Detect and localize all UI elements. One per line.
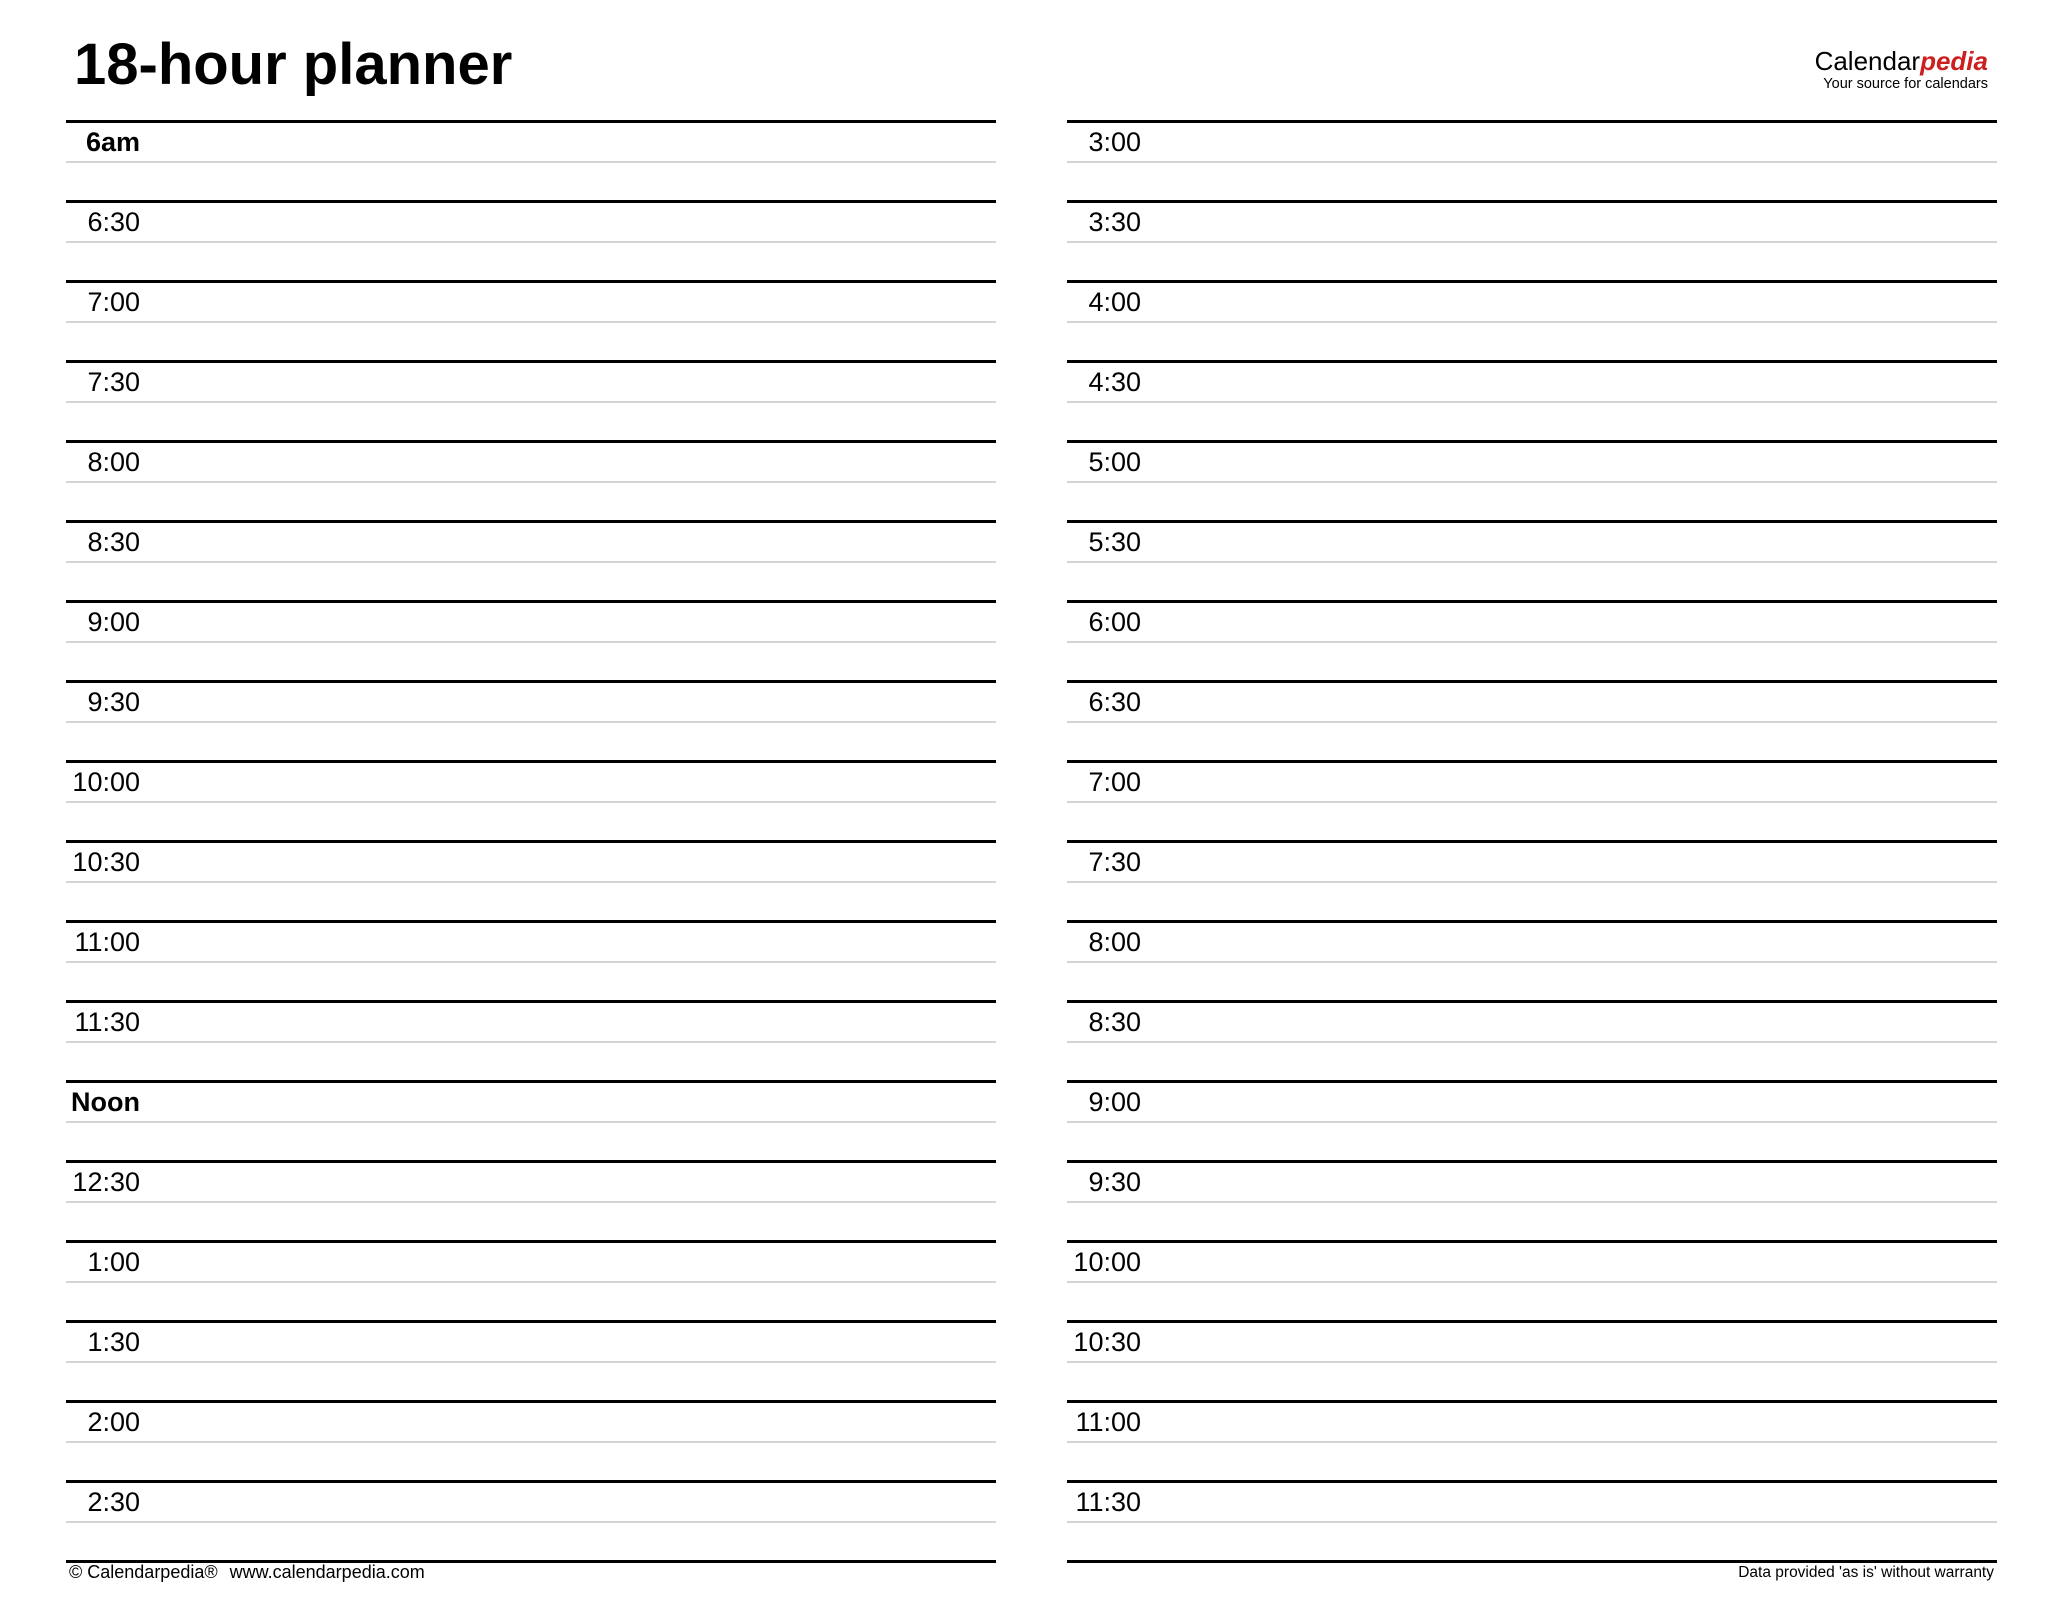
half-slot-divider bbox=[1067, 161, 1997, 163]
hour-divider bbox=[1067, 200, 1997, 203]
time-slot[interactable] bbox=[1067, 840, 1997, 920]
time-label: 1:30 bbox=[87, 1327, 140, 1357]
half-slot-divider bbox=[1067, 881, 1997, 883]
hour-divider bbox=[66, 680, 996, 683]
footer-website-link[interactable]: www.calendarpedia.com bbox=[229, 1562, 425, 1582]
time-slot[interactable] bbox=[1067, 280, 1997, 360]
time-label: 7:30 bbox=[1088, 847, 1141, 877]
half-slot-divider bbox=[66, 1121, 996, 1123]
time-slot[interactable] bbox=[1067, 1240, 1997, 1320]
half-slot-divider bbox=[66, 1361, 996, 1363]
half-slot-divider bbox=[66, 801, 996, 803]
half-slot-divider bbox=[1067, 1121, 1997, 1123]
half-slot-divider bbox=[1067, 641, 1997, 643]
brand-name-accent: pedia bbox=[1920, 46, 1988, 76]
hour-divider bbox=[1067, 280, 1997, 283]
time-slot[interactable] bbox=[66, 840, 996, 920]
hour-divider bbox=[1067, 600, 1997, 603]
time-label: 9:00 bbox=[87, 607, 140, 637]
time-slot[interactable] bbox=[66, 1160, 996, 1240]
time-label: 3:30 bbox=[1088, 207, 1141, 237]
time-slot[interactable] bbox=[66, 200, 996, 280]
hour-divider bbox=[66, 920, 996, 923]
half-slot-divider bbox=[66, 1441, 996, 1443]
time-slot[interactable] bbox=[1067, 360, 1997, 440]
time-label: 11:00 bbox=[1075, 1407, 1141, 1437]
half-slot-divider bbox=[1067, 961, 1997, 963]
time-slot[interactable] bbox=[1067, 1320, 1997, 1400]
time-slot[interactable] bbox=[1067, 520, 1997, 600]
time-slot[interactable] bbox=[1067, 1400, 1997, 1480]
hour-divider bbox=[1067, 680, 1997, 683]
time-slot[interactable] bbox=[1067, 600, 1997, 680]
time-slot[interactable] bbox=[66, 1000, 996, 1080]
half-slot-divider bbox=[1067, 561, 1997, 563]
time-label: 10:00 bbox=[1073, 1247, 1141, 1277]
time-label: 1:00 bbox=[87, 1247, 140, 1277]
brand-name-plain: Calendar bbox=[1814, 46, 1921, 76]
time-label: 2:00 bbox=[87, 1407, 140, 1437]
brand-name bbox=[1815, 48, 1988, 74]
hour-divider bbox=[1067, 840, 1997, 843]
time-slot[interactable] bbox=[66, 1400, 996, 1480]
time-label: 3:00 bbox=[1088, 127, 1141, 157]
half-slot-divider bbox=[1067, 1281, 1997, 1283]
hour-divider bbox=[66, 600, 996, 603]
hour-divider bbox=[66, 840, 996, 843]
hour-divider bbox=[1067, 360, 1997, 363]
hour-divider bbox=[1067, 1240, 1997, 1243]
time-label: 9:30 bbox=[87, 687, 140, 717]
right-time-column bbox=[1067, 120, 1997, 1563]
half-slot-divider bbox=[66, 641, 996, 643]
page-title: 18-hour planner bbox=[74, 32, 513, 97]
time-label: 7:00 bbox=[87, 287, 140, 317]
time-label: 6am bbox=[85, 127, 140, 157]
time-slot[interactable] bbox=[66, 280, 996, 360]
half-slot-divider bbox=[66, 1281, 996, 1283]
time-label: 10:00 bbox=[72, 767, 140, 797]
hour-divider bbox=[66, 200, 996, 203]
hour-divider bbox=[66, 440, 996, 443]
half-slot-divider bbox=[66, 961, 996, 963]
footer-copyright: © Calendarpedia® bbox=[69, 1562, 218, 1582]
hour-divider bbox=[1067, 120, 1997, 123]
hour-divider bbox=[66, 1400, 996, 1403]
time-slot[interactable] bbox=[66, 440, 996, 520]
half-slot-divider bbox=[66, 161, 996, 163]
half-slot-divider bbox=[66, 481, 996, 483]
time-label: 11:30 bbox=[1075, 1487, 1141, 1517]
time-slot[interactable] bbox=[66, 1240, 996, 1320]
half-slot-divider bbox=[66, 321, 996, 323]
time-slot[interactable] bbox=[66, 680, 996, 760]
hour-divider bbox=[66, 1080, 996, 1083]
time-label: 2:30 bbox=[87, 1487, 140, 1517]
time-label: 6:00 bbox=[1088, 607, 1141, 637]
time-label: 6:30 bbox=[1088, 687, 1141, 717]
time-label: 8:30 bbox=[1088, 1007, 1141, 1037]
time-label: 8:00 bbox=[1088, 927, 1141, 957]
footer-left bbox=[69, 1562, 425, 1583]
half-slot-divider bbox=[1067, 481, 1997, 483]
time-label: 10:30 bbox=[72, 847, 140, 877]
time-label: 7:30 bbox=[87, 367, 140, 397]
time-label: 7:00 bbox=[1088, 767, 1141, 797]
half-slot-divider bbox=[1067, 401, 1997, 403]
half-slot-divider bbox=[1067, 1201, 1997, 1203]
half-slot-divider bbox=[66, 881, 996, 883]
half-slot-divider bbox=[66, 721, 996, 723]
time-slot[interactable] bbox=[66, 1480, 996, 1560]
half-slot-divider bbox=[1067, 801, 1997, 803]
time-slot[interactable] bbox=[66, 760, 996, 840]
time-slot[interactable] bbox=[66, 920, 996, 1000]
time-label: 5:30 bbox=[1088, 527, 1141, 557]
time-label: 5:00 bbox=[1088, 447, 1141, 477]
hour-divider bbox=[1067, 760, 1997, 763]
time-slot[interactable] bbox=[1067, 680, 1997, 760]
time-label: 9:30 bbox=[1088, 1167, 1141, 1197]
brand-tagline: Your source for calendars bbox=[1823, 76, 1988, 92]
time-slot[interactable] bbox=[1067, 120, 1997, 200]
hour-divider bbox=[1067, 1400, 1997, 1403]
hour-divider bbox=[66, 1320, 996, 1323]
hour-divider bbox=[66, 1000, 996, 1003]
hour-divider bbox=[66, 1480, 996, 1483]
hour-divider bbox=[1067, 520, 1997, 523]
time-label: 8:30 bbox=[87, 527, 140, 557]
half-slot-divider bbox=[1067, 1361, 1997, 1363]
time-slot[interactable] bbox=[1067, 440, 1997, 520]
time-label: 9:00 bbox=[1088, 1087, 1141, 1117]
half-slot-divider bbox=[66, 561, 996, 563]
time-slot[interactable] bbox=[66, 360, 996, 440]
half-slot-divider bbox=[66, 1041, 996, 1043]
time-label: 6:30 bbox=[87, 207, 140, 237]
hour-divider bbox=[66, 1160, 996, 1163]
hour-divider bbox=[1067, 1480, 1997, 1483]
hour-divider bbox=[66, 280, 996, 283]
time-slot[interactable] bbox=[1067, 1000, 1997, 1080]
half-slot-divider bbox=[1067, 721, 1997, 723]
time-slot[interactable] bbox=[1067, 760, 1997, 840]
time-slot[interactable] bbox=[1067, 920, 1997, 1000]
half-slot-divider bbox=[66, 1521, 996, 1523]
time-label: 11:30 bbox=[74, 1007, 140, 1037]
time-slot[interactable] bbox=[66, 120, 996, 200]
closing-divider bbox=[1067, 1560, 1997, 1563]
hour-divider bbox=[1067, 1080, 1997, 1083]
time-slot[interactable] bbox=[1067, 1160, 1997, 1240]
half-slot-divider bbox=[1067, 321, 1997, 323]
time-slot[interactable] bbox=[66, 600, 996, 680]
time-label: 10:30 bbox=[1073, 1327, 1141, 1357]
hour-divider bbox=[1067, 920, 1997, 923]
time-label: 11:00 bbox=[74, 927, 140, 957]
time-slot[interactable] bbox=[1067, 200, 1997, 280]
time-slot[interactable] bbox=[1067, 1080, 1997, 1160]
hour-divider bbox=[66, 520, 996, 523]
brand-logo[interactable] bbox=[1815, 48, 1988, 92]
time-label: 8:00 bbox=[87, 447, 140, 477]
hour-divider bbox=[1067, 1000, 1997, 1003]
time-slot[interactable] bbox=[66, 520, 996, 600]
time-label: 12:30 bbox=[72, 1167, 140, 1197]
half-slot-divider bbox=[66, 241, 996, 243]
time-label: 4:30 bbox=[1088, 367, 1141, 397]
time-label: Noon bbox=[71, 1087, 140, 1117]
hour-divider bbox=[1067, 1320, 1997, 1323]
footer-disclaimer: Data provided 'as is' without warranty bbox=[1738, 1564, 1994, 1581]
left-time-column bbox=[66, 120, 996, 1563]
half-slot-divider bbox=[1067, 1041, 1997, 1043]
time-label: 4:00 bbox=[1088, 287, 1141, 317]
half-slot-divider bbox=[1067, 241, 1997, 243]
hour-divider bbox=[1067, 1160, 1997, 1163]
hour-divider bbox=[66, 120, 996, 123]
time-slot[interactable] bbox=[66, 1320, 996, 1400]
time-slot[interactable] bbox=[66, 1080, 996, 1160]
half-slot-divider bbox=[66, 1201, 996, 1203]
hour-divider bbox=[1067, 440, 1997, 443]
half-slot-divider bbox=[66, 401, 996, 403]
hour-divider bbox=[66, 360, 996, 363]
hour-divider bbox=[66, 760, 996, 763]
hour-divider bbox=[66, 1240, 996, 1243]
half-slot-divider bbox=[1067, 1521, 1997, 1523]
time-slot[interactable] bbox=[1067, 1480, 1997, 1560]
half-slot-divider bbox=[1067, 1441, 1997, 1443]
